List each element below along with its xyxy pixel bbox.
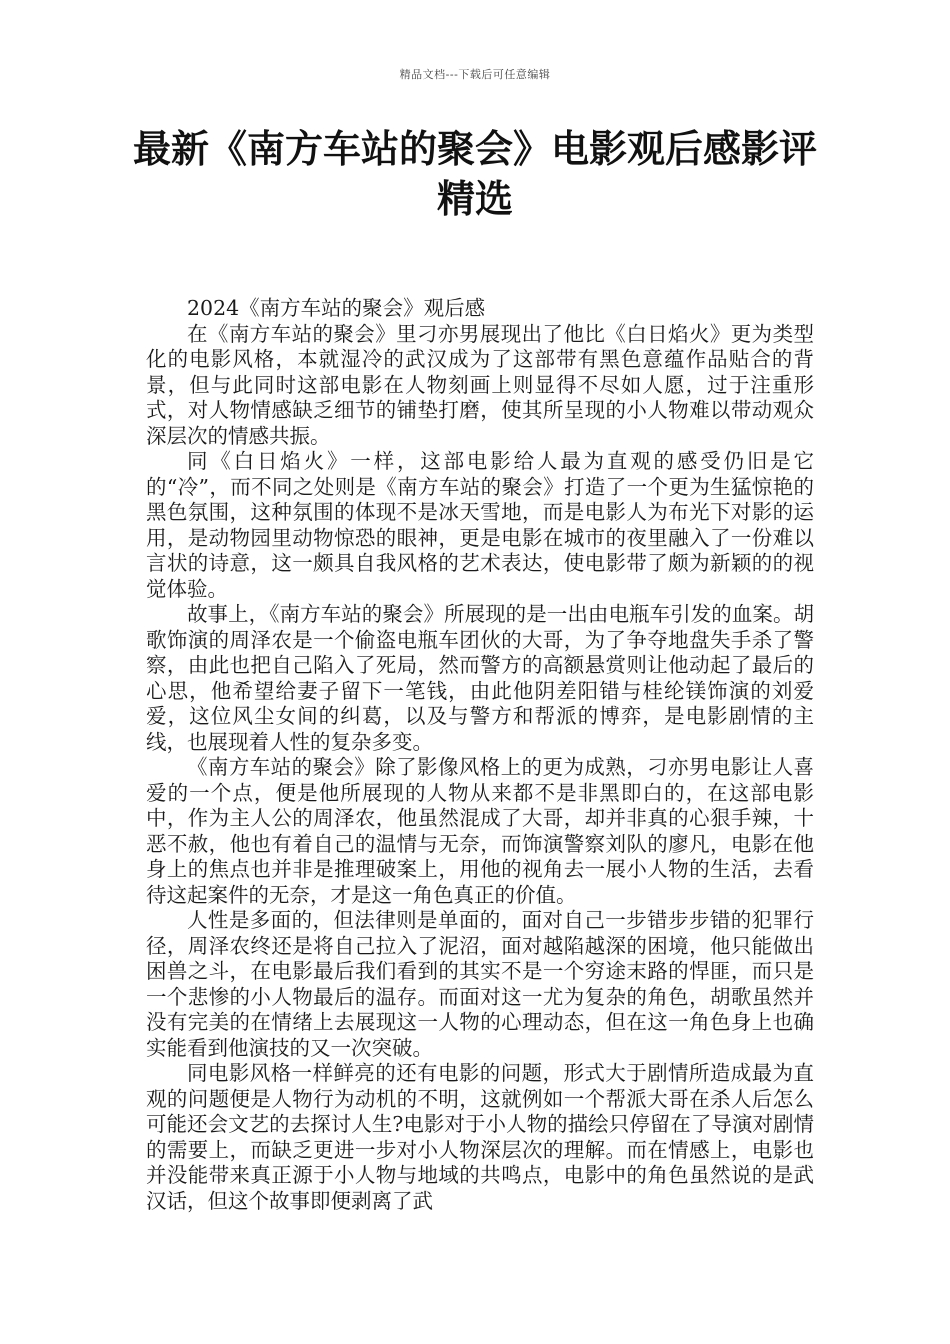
article-paragraph: 同《白日焰火》一样，这部电影给人最为直观的感受仍旧是它的“冷”，而不同之处则是《南方车站的聚会》打造了一个更为生猛惊艳的黑色氛围，这种氛围的体现不是冰天雪地，而是电影人为布光下对影的运用，是动物园里动物惊恐的眼神，更是电影在城市的夜里融入了一份难以言状的诗意，这一颇具自我风格的艺术表达，使电影带了颇为新颖的的视觉体验。 — [146, 449, 814, 601]
article-body — [146, 296, 814, 1214]
header-note: 精品文档---下载后可任意编辑 — [399, 68, 551, 81]
article-paragraph: 《南方车站的聚会》除了影像风格上的更为成熟，刁亦男电影让人喜爱的一个点，便是他所展现的人物从来都不是非黑即白的，在这部电影中，作为主人公的周泽农，他虽然混成了大哥，却并非真的心狠手辣，十恶不赦，他也有着自己的温情与无奈，而饰演警察刘队的廖凡，电影在他身上的焦点也并非是推理破案上，用他的视角去一展小人物的生活，去看待这起案件的无奈，才是这一角色真正的价值。 — [146, 755, 814, 907]
article-subtitle: 2024《南方车站的聚会》观后感 — [187, 296, 486, 320]
page-title: 最新《南方车站的聚会》电影观后感影评精选 — [132, 127, 817, 221]
article-paragraph: 同电影风格一样鲜亮的还有电影的问题，形式大于剧情所造成最为直观的问题便是人物行为动机的不明，这就例如一个帮派大哥在杀人后怎么可能还会文艺的去探讨人生?电影对于小人物的描绘只停留在了导演对剧情的需要上，而缺乏更进一步对小人物深层次的理解。而在情感上，电影也并没能带来真正源于小人物与地域的共鸣点，电影中的角色虽然说的是武汉话，但这个故事即便剥离了武 — [146, 1061, 814, 1213]
article-paragraph: 在《南方车站的聚会》里刁亦男展现出了他比《白日焰火》更为类型化的电影风格，本就湿冷的武汉成为了这部带有黑色意蕴作品贴合的背景，但与此同时这部电影在人物刻画上则显得不尽如人愿，过于注重形式，对人物情感缺乏细节的铺垫打磨，使其所呈现的小人物难以带动观众深层次的情感共振。 — [146, 321, 814, 448]
article-paragraph: 故事上，《南方车站的聚会》所展现的是一出由电瓶车引发的血案。胡歌饰演的周泽农是一个偷盗电瓶车团伙的大哥，为了争夺地盘失手杀了警察，由此也把自己陷入了死局，然而警方的高额悬赏则让他动起了最后的心思，他希望给妻子留下一笔钱，由此他阴差阳错与桂纶镁饰演的刘爱爱，这位风尘女间的纠葛，以及与警方和帮派的博弈，是电影剧情的主线，也展现着人性的复杂多变。 — [146, 602, 814, 754]
article-paragraph: 人性是多面的，但法律则是单面的，面对自己一步错步步错的犯罪行径，周泽农终还是将自己拉入了泥沼，面对越陷越深的困境，他只能做出困兽之斗，在电影最后我们看到的其实不是一个穷途末路的悍匪，而只是一个悲惨的小人物最后的温存。而面对这一尤为复杂的角色，胡歌虽然并没有完美的在情绪上去展现这一人物的心理动态，但在这一角色身上也确实能看到他演技的又一次突破。 — [146, 908, 814, 1060]
